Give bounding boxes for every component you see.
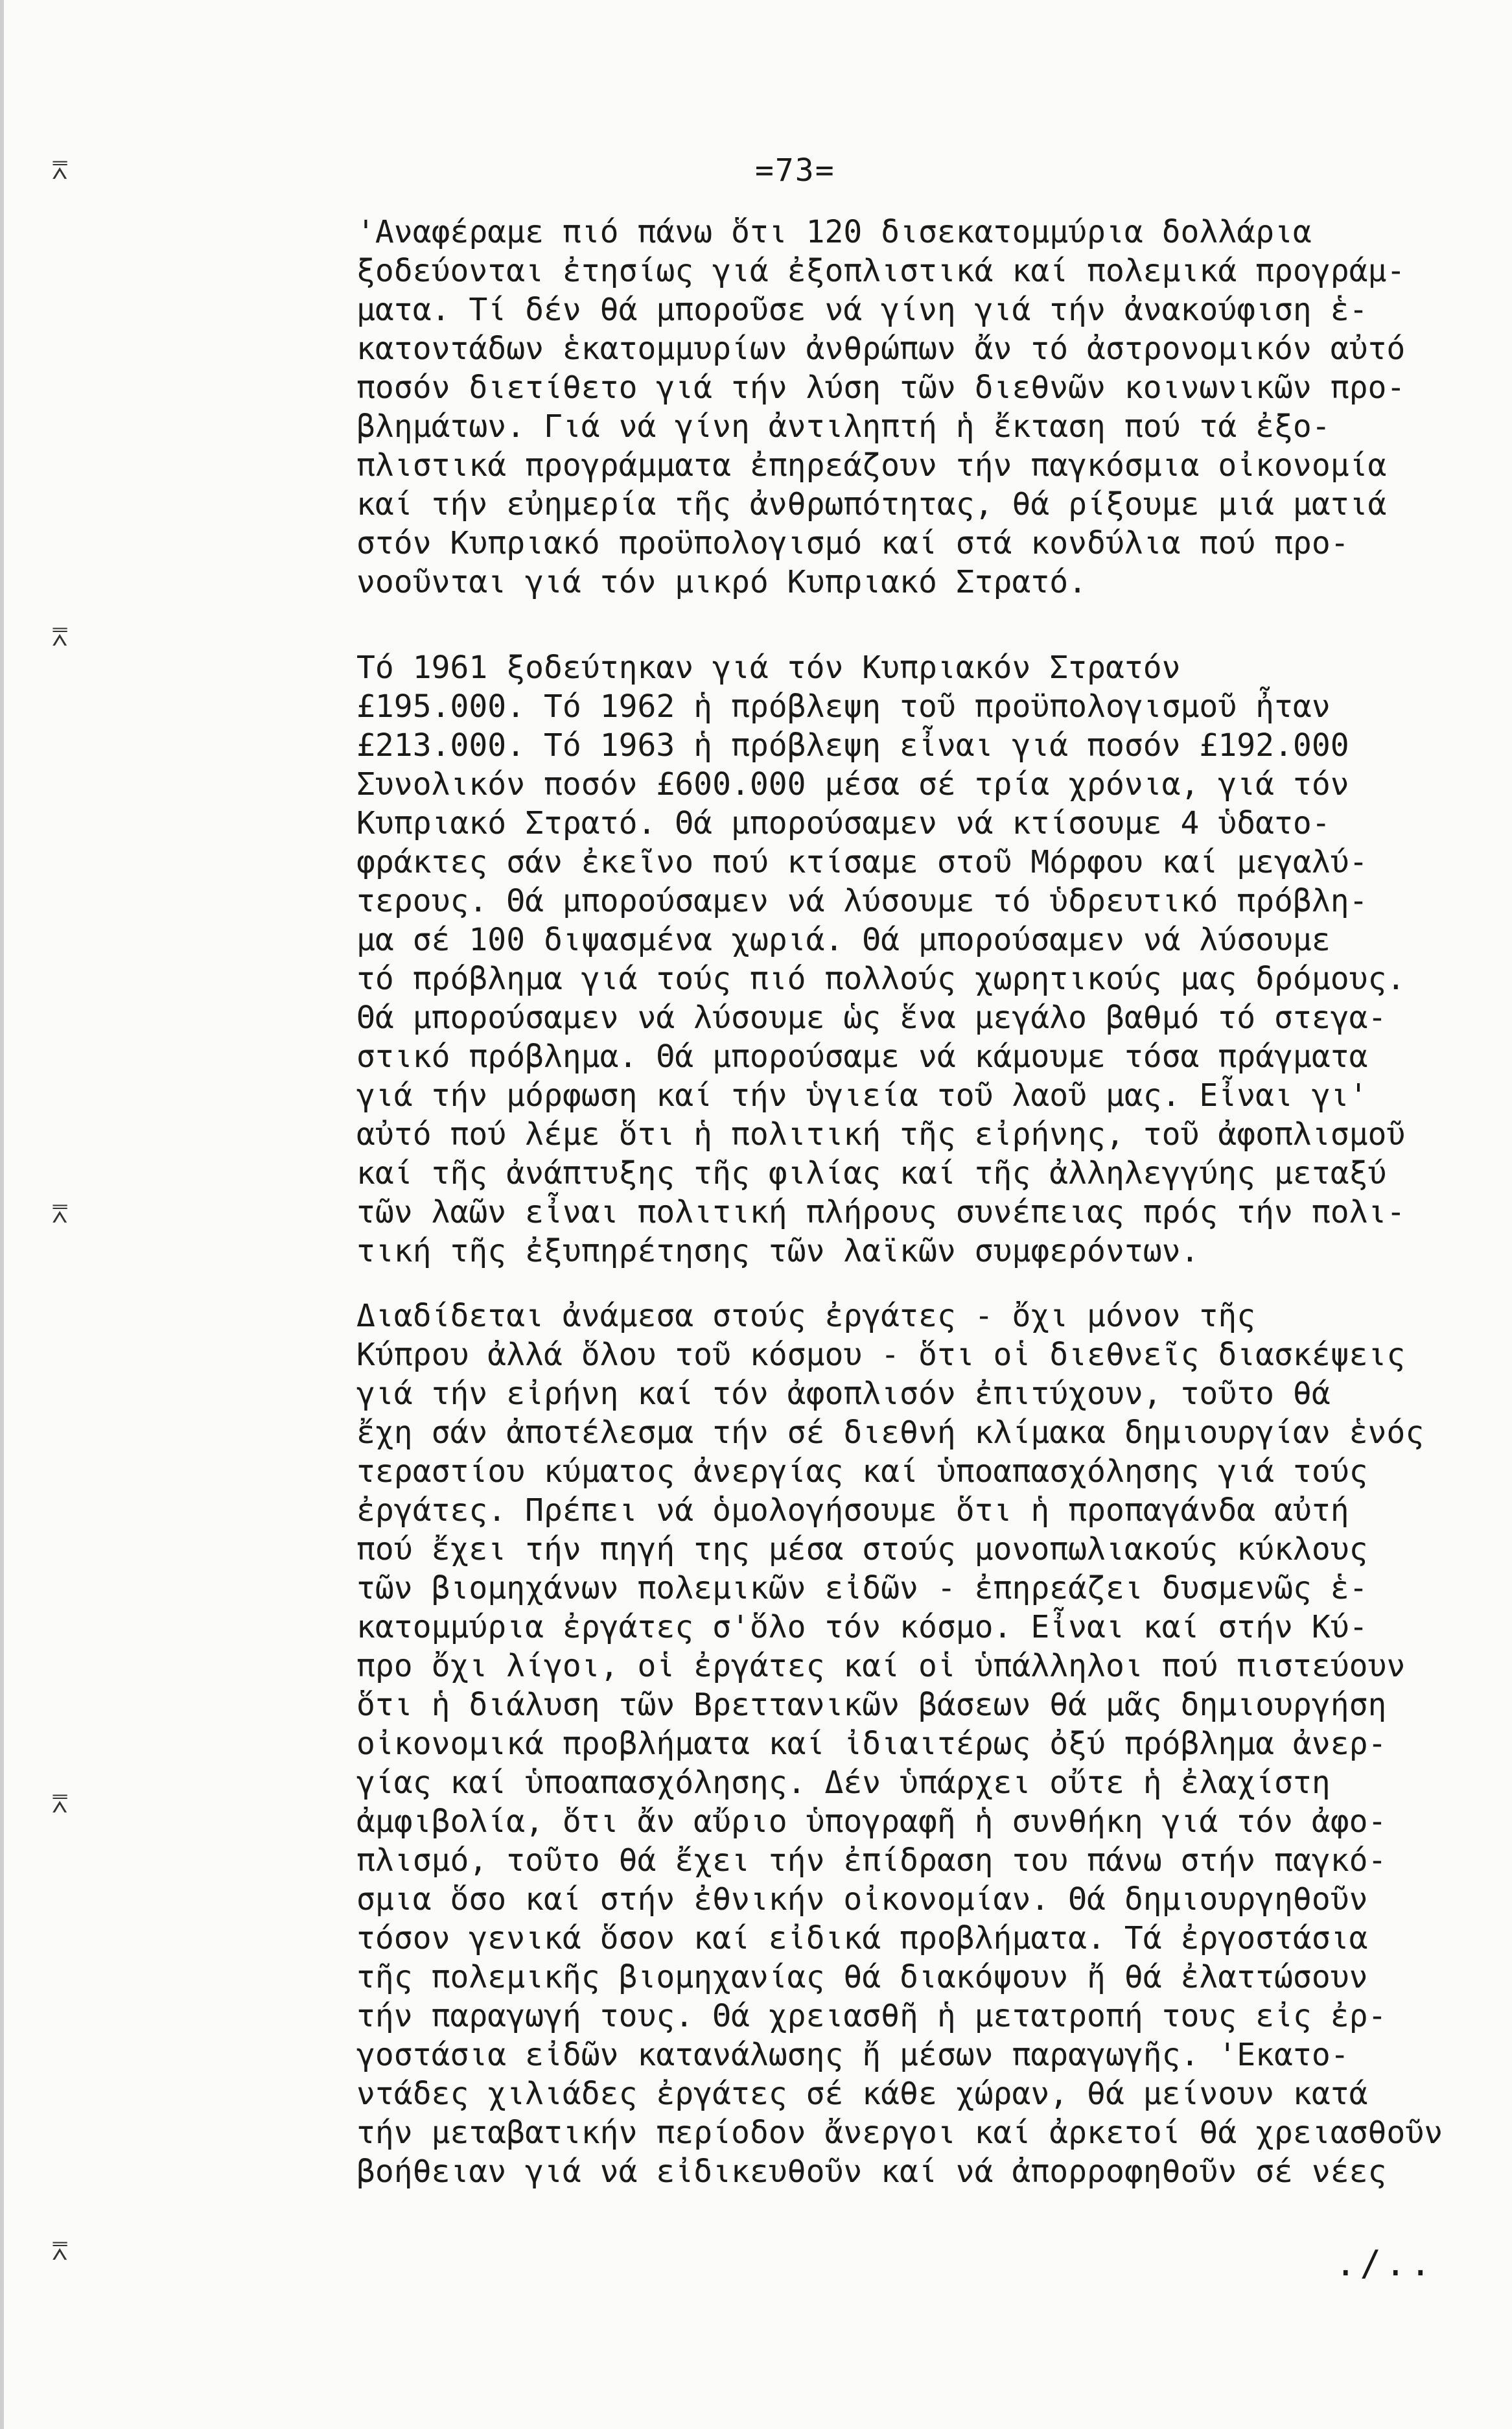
text-line: τό πρόβλημα γιά τούς πιό πολλούς χωρητικούς μας δρόμους.: [356, 961, 1406, 997]
text-line: τήν παραγωγή τους. Θά χρειασθῆ ἡ μετατροπή τους εἰς ἐρ-: [356, 1998, 1387, 2034]
text-line: κατομμύρια ἐργάτες σ'ὅλο τόν κόσμο. Εἶναι καί στήν Κύ-: [356, 1609, 1368, 1645]
margin-mark: ⩞: [52, 1199, 68, 1229]
text-line: οἰκονομικά προβλήματα καί ἰδιαιτέρως ὀξύ πρόβλημα ἀνερ-: [356, 1726, 1387, 1762]
text-line: πλιστικά προγράμματα ἐπηρεάζουν τήν παγκόσμια οἰκονομία: [356, 447, 1387, 484]
text-line: τόσον γενικά ὅσον καί εἰδικά προβλήματα. Τά ἐργοστάσια: [356, 1920, 1368, 1956]
text-line: £195.000. Τό 1962 ἡ πρόβλεψη τοῦ προϋπολογισμοῦ ἦταν: [356, 688, 1331, 725]
text-line: γίας καί ὑποαπασχόλησης. Δέν ὑπάρχει οὔτε ἡ ἐλαχίστη: [356, 1765, 1331, 1801]
text-line: £213.000. Τό 1963 ἡ πρόβλεψη εἶναι γιά ποσόν £192.000: [356, 727, 1349, 764]
text-line: 'Αναφέραμε πιό πάνω ὅτι 120 δισεκατομμύρια δολλάρια: [356, 214, 1312, 250]
text-line: γιά τήν εἰρήνη καί τόν ἀφοπλισόν ἐπιτύχουν, τοῦτο θά: [356, 1376, 1331, 1412]
text-line: καί τήν εὐημερία τῆς ἀνθρωπότητας, θά ρίξουμε μιά ματιά: [356, 486, 1387, 522]
left-scan-edge: [0, 0, 4, 2429]
margin-mark: ⩞: [52, 156, 68, 185]
margin-mark: ⩞: [52, 2236, 68, 2266]
text-line: Τό 1961 ξοδεύτηκαν γιά τόν Κυπριακόν Στρατόν: [356, 650, 1181, 686]
text-line: Θά μπορούσαμεν νά λύσουμε ὡς ἕνα μεγάλο βαθμό τό στεγα-: [356, 1000, 1387, 1036]
text-line: μα σέ 100 διψασμένα χωριά. Θά μπορούσαμεν νά λύσουμε: [356, 922, 1331, 958]
text-line: ματα. Τί δέν θά μποροῦσε νά γίνη γιά τήν ἀνακούφιση ἑ-: [356, 292, 1368, 328]
text-line: Διαδίδεται ἀνάμεσα στούς ἐργάτες - ὄχι μόνον τῆς: [356, 1298, 1256, 1334]
text-line: τερους. Θά μπορούσαμεν νά λύσουμε τό ὑδρευτικό πρόβλη-: [356, 883, 1368, 919]
text-line: σμια ὅσο καί στήν ἐθνικήν οἰκονομίαν. Θά δημιουργηθοῦν: [356, 1881, 1368, 1918]
text-line: πού ἔχει τήν πηγή της μέσα στούς μονοπωλιακούς κύκλους: [356, 1531, 1368, 1567]
text-line: Κύπρου ἀλλά ὅλου τοῦ κόσμου - ὅτι οἱ διεθνεῖς διασκέψεις: [356, 1337, 1406, 1373]
page-number: =73=: [755, 152, 835, 189]
text-line: τῆς πολεμικῆς βιομηχανίας θά διακόψουν ἤ θά ἐλαττώσουν: [356, 1959, 1368, 1995]
paragraph-2: [356, 648, 1471, 1271]
text-line: ἔχη σάν ἀποτέλεσμα τήν σέ διεθνή κλίμακα δημιουργίαν ἑνός: [356, 1414, 1425, 1451]
text-line: νοοῦνται γιά τόν μικρό Κυπριακό Στρατό.: [356, 564, 1087, 600]
text-line: καί τῆς ἀνάπτυξης τῆς φιλίας καί τῆς ἀλληλεγγύης μεταξύ: [356, 1155, 1387, 1191]
text-line: γιά τήν μόρφωση καί τήν ὑγιεία τοῦ λαοῦ μας. Εἶναι γι': [356, 1077, 1368, 1114]
paragraph-1: [356, 213, 1471, 602]
text-line: ποσόν διετίθετο γιά τήν λύση τῶν διεθνῶν κοινωνικῶν προ-: [356, 370, 1406, 406]
text-line: ξοδεύονται ἐτησίως γιά ἐξοπλιστικά καί πολεμικά προγράμ-: [356, 253, 1406, 289]
text-line: βοήθειαν γιά νά εἰδικευθοῦν καί νά ἀπορροφηθοῦν σέ νέες: [356, 2153, 1387, 2190]
text-line: ἀμφιβολία, ὅτι ἄν αὔριο ὑπογραφῆ ἡ συνθήκη γιά τόν ἀφο-: [356, 1803, 1387, 1840]
margin-mark: ⩞: [52, 1789, 68, 1819]
continuation-mark: ./..: [1335, 2243, 1436, 2284]
text-line: πλισμό, τοῦτο θά ἔχει τήν ἐπίδραση του πάνω στήν παγκό-: [356, 1842, 1387, 1879]
text-line: προ ὄχι λίγοι, οἱ ἐργάτες καί οἱ ὑπάλληλοι πού πιστεύουν: [356, 1648, 1406, 1684]
text-line: ντάδες χιλιάδες ἐργάτες σέ κάθε χώραν, θά μείνουν κατά: [356, 2076, 1368, 2112]
text-line: ἐργάτες. Πρέπει νά ὁμολογήσουμε ὅτι ἡ προπαγάνδα αὐτή: [356, 1492, 1349, 1529]
text-line: τήν μεταβατικήν περίοδον ἄνεργοι καί ἀρκετοί θά χρειασθοῦν: [356, 2115, 1443, 2151]
text-line: τική τῆς ἐξυπηρέτησης τῶν λαϊκῶν συμφερόντων.: [356, 1233, 1200, 1269]
text-line: φράκτες σάν ἐκεῖνο πού κτίσαμε στοῦ Μόρφου καί μεγαλύ-: [356, 844, 1368, 880]
text-line: τεραστίου κύματος ἀνεργίας καί ὑποαπασχόλησης γιά τούς: [356, 1453, 1368, 1490]
text-line: κατοντάδων ἑκατομμυρίων ἀνθρώπων ἄν τό ἀστρονομικόν αὐτό: [356, 331, 1406, 367]
text-line: βλημάτων. Γιά νά γίνη ἀντιληπτή ἡ ἔκταση πού τά ἐξο-: [356, 408, 1331, 445]
paragraph-3: [356, 1297, 1471, 2191]
text-line: Κυπριακό Στρατό. Θά μπορούσαμεν νά κτίσουμε 4 ὑδατο-: [356, 805, 1331, 841]
text-line: Συνολικόν ποσόν £600.000 μέσα σέ τρία χρόνια, γιά τόν: [356, 766, 1349, 803]
text-line: τῶν λαῶν εἶναι πολιτική πλήρους συνέπειας πρός τήν πολι-: [356, 1194, 1406, 1230]
text-line: αὐτό πού λέμε ὅτι ἡ πολιτική τῆς εἰρήνης, τοῦ ἀφοπλισμοῦ: [356, 1116, 1406, 1153]
text-line: στόν Κυπριακό προϋπολογισμό καί στά κονδύλια πού προ-: [356, 525, 1349, 561]
text-line: ὅτι ἡ διάλυση τῶν Βρεττανικῶν βάσεων θά μᾶς δημιουργήση: [356, 1687, 1387, 1723]
text-line: τῶν βιομηχάνων πολεμικῶν εἰδῶν - ἐπηρεάζει δυσμενῶς ἑ-: [356, 1570, 1368, 1606]
text-line: στικό πρόβλημα. Θά μπορούσαμε νά κάμουμε τόσα πράγματα: [356, 1038, 1368, 1075]
margin-mark: ⩞: [52, 622, 68, 652]
text-line: γοστάσια εἰδῶν κατανάλωσης ἤ μέσων παραγωγῆς. 'Εκατο-: [356, 2037, 1349, 2073]
